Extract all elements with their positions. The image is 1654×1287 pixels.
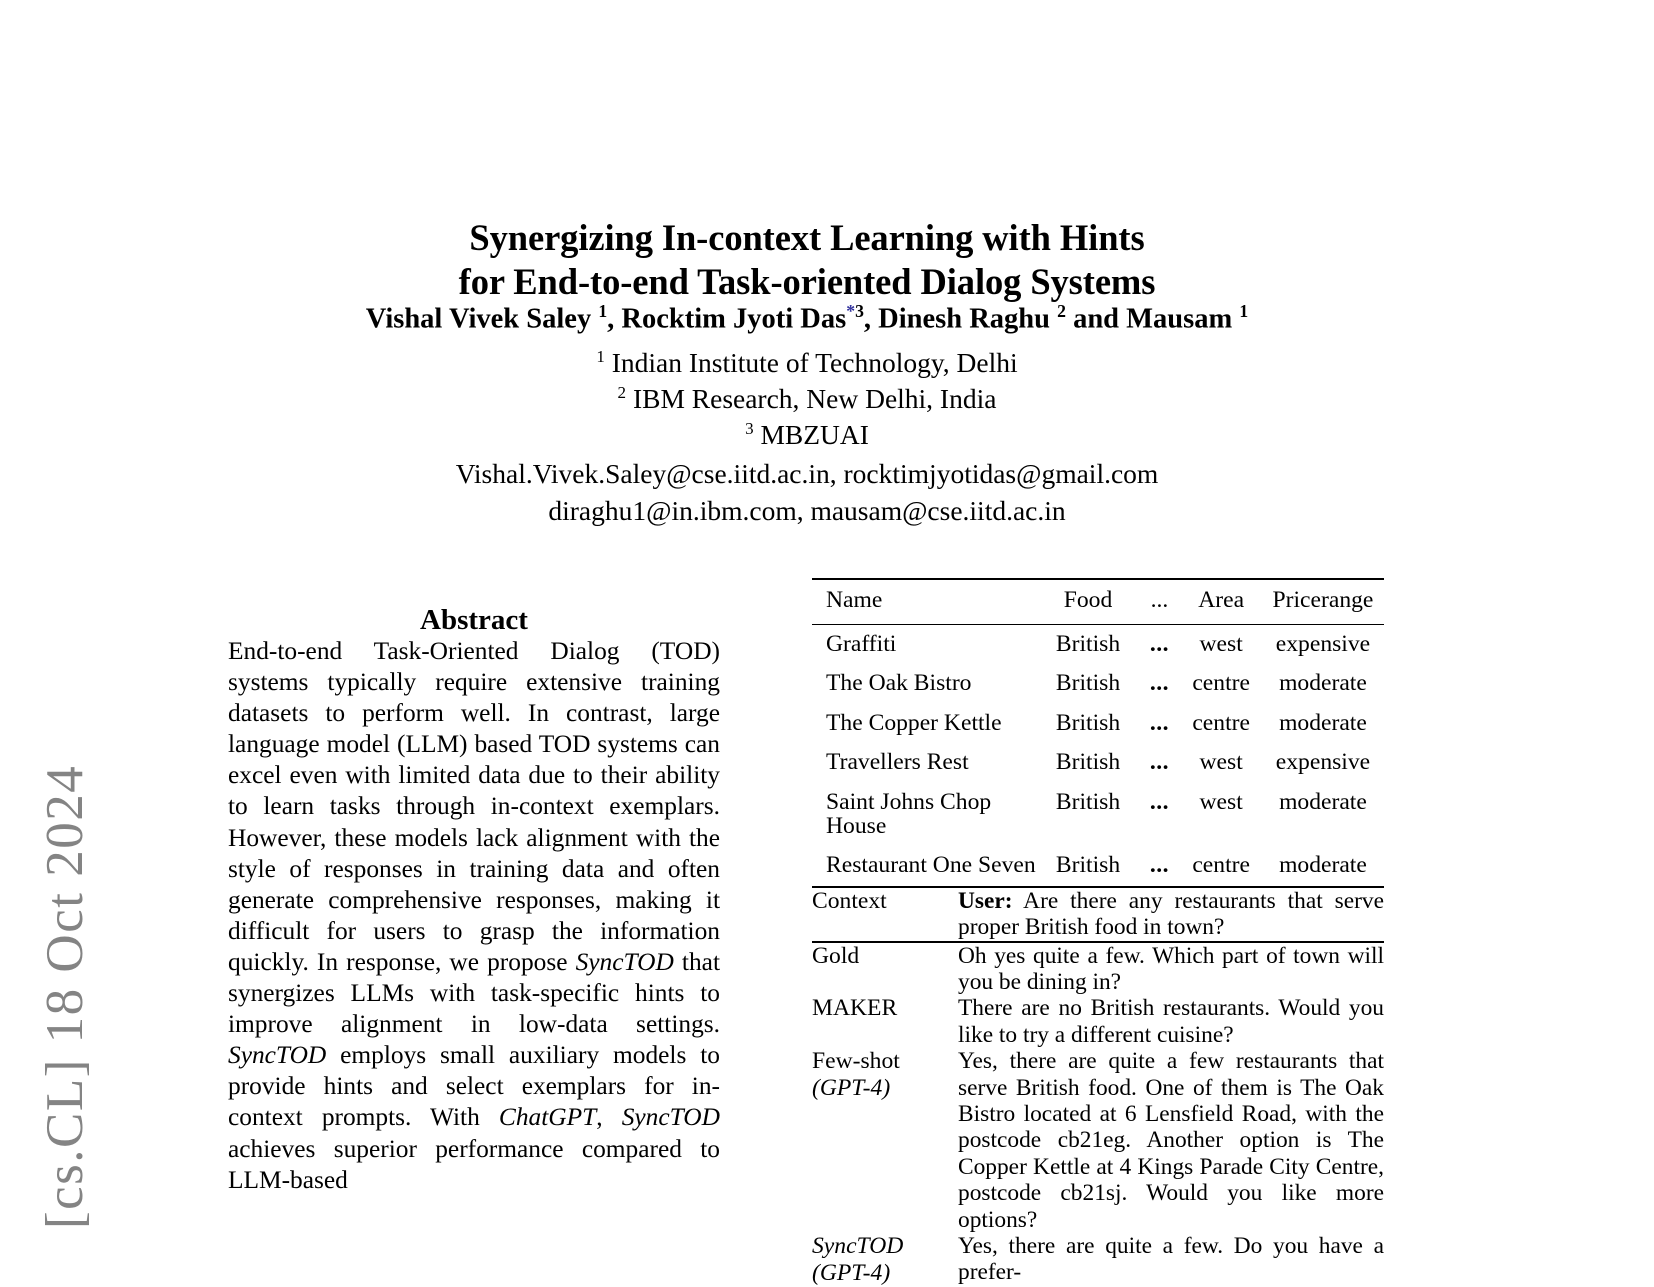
cell-pricerange: moderate (1279, 788, 1367, 815)
affiliation-marker-3: 3 (745, 419, 754, 438)
table-row (812, 783, 1384, 846)
dialog-row-synctod (812, 1233, 1384, 1287)
cell-name: Restaurant One Seven (826, 852, 1036, 879)
author-separator-1: , (607, 303, 622, 335)
cell-pricerange: expensive (1275, 630, 1371, 657)
arxiv-stamp-text: [cs.CL] 18 Oct 2024 (36, 764, 94, 1229)
abstract-italic-synctod-1: SyncTOD (575, 947, 674, 976)
dialog-row-gold (812, 942, 1384, 996)
affiliation-text-1: Indian Institute of Technology, Delhi (611, 347, 1018, 379)
author-name-2: Rocktim Jyoti Das (621, 303, 847, 335)
affiliation-1 (227, 348, 1387, 377)
author-list (227, 303, 1387, 334)
dialog-text-context (958, 887, 1384, 942)
abstract-seg-4: , (596, 1103, 622, 1132)
cell-food: British (1055, 788, 1121, 815)
table-row (812, 846, 1384, 886)
abstract-seg-2: that synergizes LLMs with task-specific hints to improve alignment in low-data settings. (228, 947, 720, 1039)
cell-food: British (1055, 630, 1121, 657)
cell-pricerange: expensive (1275, 749, 1371, 776)
cell-area: centre (1192, 852, 1250, 879)
title-line-1: Synergizing In-context Learning with Hints (469, 217, 1145, 259)
cell-ellipsis: ... (1149, 749, 1170, 776)
author-name-3: Dinesh Raghu (878, 303, 1050, 335)
affiliation-marker-1: 1 (596, 347, 605, 366)
cell-food: British (1055, 709, 1121, 736)
dialog-utterance-user: Are there any restaurants that serve proper British food in town? (958, 887, 1384, 941)
cell-ellipsis: ... (1149, 852, 1170, 879)
dialog-label-synctod-model: (GPT-4) (812, 1260, 891, 1287)
table-row (812, 704, 1384, 744)
cell-name: The Copper Kettle (826, 709, 1002, 736)
cell-ellipsis: ... (1149, 630, 1170, 657)
table-row (812, 664, 1384, 704)
dialog-row-fewshot (812, 1048, 1384, 1233)
abstract-seg-1: End-to-end Task-Oriented Dialog (TOD) systems typically require extensive training datasets to perform well. In contrast, large language model (LLM) based TOD systems can excel even with limited data due to their ability to learn tasks through in-context exemplars. However, these models lack alignment with the style of responses in training data and often generate comprehensive responses, making it difficult for users to grasp the information quickly. In response, we propose (228, 637, 720, 976)
table-row (812, 743, 1384, 783)
cell-area: west (1199, 749, 1243, 776)
author-name-1: Vishal Vivek Saley (365, 303, 592, 335)
affiliation-marker-2: 2 (617, 383, 627, 402)
dialog-label-synctod (812, 1233, 956, 1287)
dialog-label-gold: Gold (812, 942, 860, 969)
dialog-label-synctod-main: SyncTOD (812, 1233, 904, 1260)
author-name-4: Mausam (1126, 303, 1233, 335)
cell-area: centre (1192, 709, 1250, 736)
dialog-row-maker (812, 995, 1384, 1048)
author-separator-2: , (863, 303, 879, 335)
cell-pricerange: moderate (1279, 670, 1367, 697)
column-header-pricerange: Pricerange (1272, 587, 1374, 613)
author-affil-marker-2: 3 (855, 301, 864, 321)
cell-area: centre (1192, 670, 1250, 697)
cell-name: Travellers Rest (826, 749, 969, 776)
dialog-speaker-user: User: (958, 887, 1013, 914)
abstract-seg-5: achieves superior performance compared to LLM-based (228, 1134, 720, 1194)
cell-name: Saint Johns Chop House (826, 788, 992, 839)
abstract-italic-chatgpt: ChatGPT (498, 1103, 597, 1132)
author-emails-line-2: diraghu1@in.ibm.com, mausam@cse.iitd.ac.in (548, 495, 1066, 526)
dialog-label-fewshot (812, 1048, 956, 1233)
affiliation-text-2: IBM Research, New Delhi, India (632, 383, 997, 415)
example-figure (812, 578, 1384, 1287)
dialog-label-fewshot-main: Few-shot (812, 1048, 900, 1075)
column-header-food: Food (1063, 587, 1113, 613)
abstract-italic-synctod-2: SyncTOD (228, 1041, 327, 1070)
column-header-name: Name (826, 587, 883, 613)
abstract-seg-3: employs small auxiliary models to provide hints and select exemplars for in-context prompts. With (228, 1041, 720, 1132)
cell-food: British (1055, 749, 1121, 776)
dialog-text-gold: Oh yes quite a few. Which part of town will you be dining in? (958, 942, 1384, 995)
author-emails-line-1: Vishal.Vivek.Saley@cse.iitd.ac.in, rocktimjyotidas@gmail.com (455, 458, 1159, 489)
cell-pricerange: moderate (1279, 852, 1367, 879)
table-row (812, 624, 1384, 664)
cell-food: British (1055, 670, 1121, 697)
table-header-row (812, 579, 1384, 624)
cell-food: British (1055, 852, 1121, 879)
author-affil-marker-4: 1 (1239, 301, 1249, 321)
affiliation-3 (227, 420, 1387, 449)
cell-pricerange: moderate (1279, 709, 1367, 736)
author-affil-marker-3: 2 (1057, 301, 1066, 321)
cell-name: The Oak Bistro (826, 670, 972, 697)
author-equal-contrib-marker: * (846, 301, 856, 321)
cell-name: Graffiti (826, 630, 897, 657)
abstract-italic-synctod-3: SyncTOD (621, 1103, 720, 1132)
cell-area: west (1199, 630, 1243, 657)
page-title (227, 216, 1387, 302)
dialog-comparison-table (812, 886, 1384, 1287)
column-header-ellipsis: ... (1150, 587, 1169, 613)
cell-ellipsis: ... (1149, 788, 1170, 815)
knowledge-base-table (812, 578, 1384, 886)
column-header-area: Area (1198, 587, 1245, 613)
affiliation-2 (227, 384, 1387, 413)
dialog-text-fewshot: Yes, there are quite a few restaurants that serve British food. One of them is The Oak Bistro located at 6 Lensfield Road, with the postcode cb21eg. Another option is The Copper Kettle at 4 Kings Parade City Centre, postcode cb21sj. Would you like more options? (958, 1048, 1384, 1233)
dialog-label-context: Context (812, 887, 887, 914)
dialog-label-fewshot-model: (GPT-4) (812, 1075, 891, 1102)
abstract-text (228, 636, 720, 1196)
title-line-2: for End-to-end Task-oriented Dialog Systems (458, 260, 1156, 302)
dialog-row-context (812, 887, 1384, 942)
cell-area: west (1199, 788, 1243, 815)
affiliation-text-3: MBZUAI (760, 419, 869, 451)
cell-ellipsis: ... (1149, 670, 1170, 697)
cell-ellipsis: ... (1149, 709, 1170, 736)
dialog-text-synctod: Yes, there are quite a few. Do you have a prefer- (958, 1233, 1384, 1286)
abstract-heading: Abstract (420, 604, 528, 637)
dialog-text-maker: There are no British restaurants. Would you like to try a different cuisine? (958, 995, 1384, 1048)
author-separator-3: and (1065, 303, 1127, 335)
dialog-label-maker: MAKER (812, 995, 898, 1022)
author-affil-marker-1: 1 (598, 301, 608, 321)
